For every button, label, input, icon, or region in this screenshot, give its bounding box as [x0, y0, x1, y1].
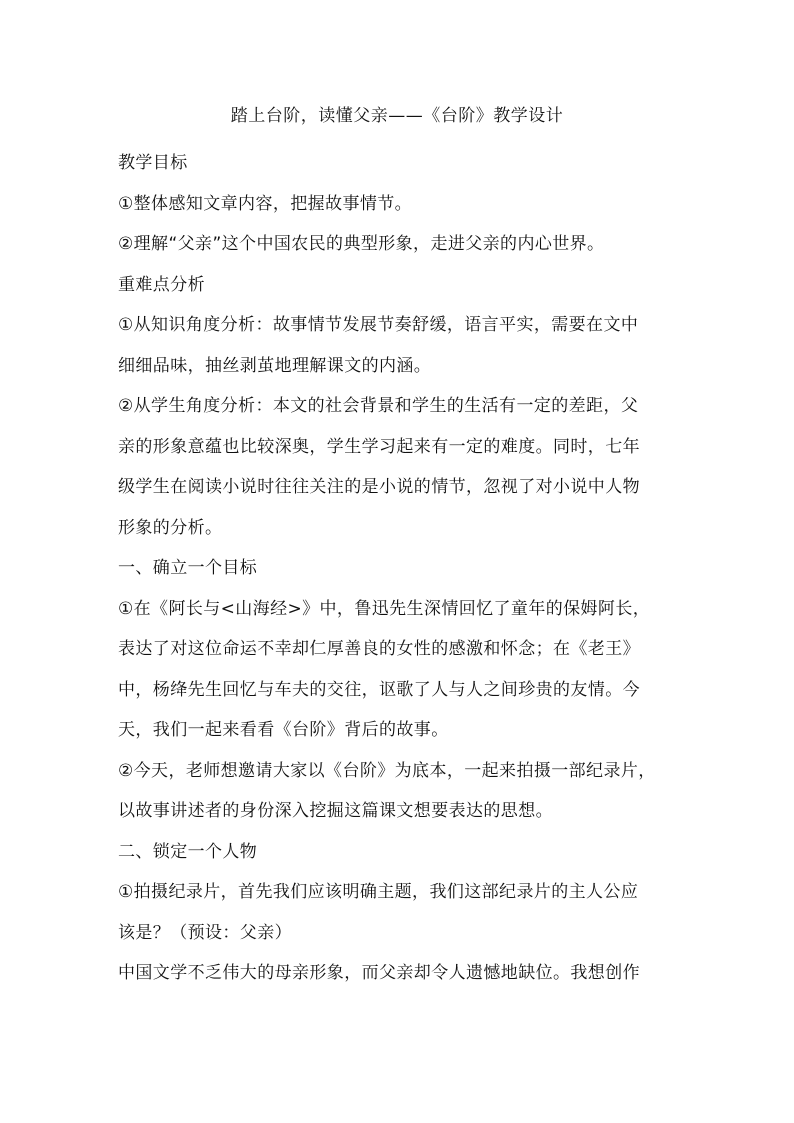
heading-key-difficulties: [118, 265, 684, 306]
text-line: ①从知识角度分析：故事情节发展节奏舒缓，语言平实，需要在文中: [118, 315, 639, 335]
text-line: ②今天，老师想邀请大家以《台阶》为底本，一起来拍摄一部纪录片，: [118, 760, 656, 781]
text-line: 中，杨绛先生回忆与车夫的交往，讴歌了人与人之间珍贵的友情。今: [118, 679, 640, 700]
text-line: 一、确立一个目标: [118, 558, 258, 578]
paragraph-goal-2: [118, 224, 684, 265]
heading-teaching-goals: [118, 143, 684, 184]
text-line: 中国文学不乏伟大的母亲形象，而父亲却令人遗憾地缺位。我想创作: [118, 963, 640, 983]
heading-section-1: [118, 548, 684, 589]
paragraph-section-1-item-1: [118, 589, 684, 751]
paragraph-student-analysis: [118, 386, 684, 548]
text-line: 教学目标: [118, 153, 188, 173]
text-line: 二、锁定一个人物: [118, 841, 258, 862]
page-title: 踏上台阶，读懂父亲——《台阶》教学设计: [230, 106, 564, 126]
text-line: 天，我们一起来看看《台阶》背后的故事。: [118, 720, 449, 740]
text-line: 形象的分析。: [118, 517, 223, 538]
text-line: 细细品味，抽丝剥茧地理解课文的内涵。: [118, 355, 432, 376]
text-line: 以故事讲述者的身份深入挖掘这篇课文想要表达的思想。: [118, 801, 553, 821]
text-line: ①整体感知文章内容，把握故事情节。: [118, 193, 413, 214]
paragraph-knowledge-analysis: [118, 305, 684, 386]
text-line: 级学生在阅读小说时往往关注的是小说的情节，忽视了对小说中人物: [118, 477, 640, 497]
text-line: 表达了对这位命运不幸却仁厚善良的女性的感激和怀念；在《老王》: [118, 639, 640, 659]
text-line: ②理解“父亲”这个中国农民的典型形象，走进父亲的内心世界。: [118, 234, 605, 254]
text-line: 该是？（预设：父亲）: [118, 922, 292, 943]
paragraph-continuation: [118, 953, 684, 994]
heading-section-2: [118, 832, 684, 873]
paragraph-goal-1: [118, 184, 684, 225]
text-line: ②从学生角度分析：本文的社会背景和学生的生活有一定的差距，父: [118, 396, 639, 416]
text-line: 重难点分析: [118, 274, 205, 295]
paragraph-section-1-item-2: [118, 751, 684, 832]
document-body: [118, 143, 684, 994]
paragraph-section-2-item-1: [118, 872, 684, 953]
text-line: 亲的形象意蕴也比较深奥，学生学习起来有一定的难度。同时，七年: [118, 436, 640, 457]
text-line: ①拍摄纪录片，首先我们应该明确主题，我们这部纪录片的主人公应: [118, 882, 639, 902]
text-line: ①在《阿长与<山海经>》中，鲁迅先生深情回忆了童年的保姆阿长，: [118, 598, 651, 619]
